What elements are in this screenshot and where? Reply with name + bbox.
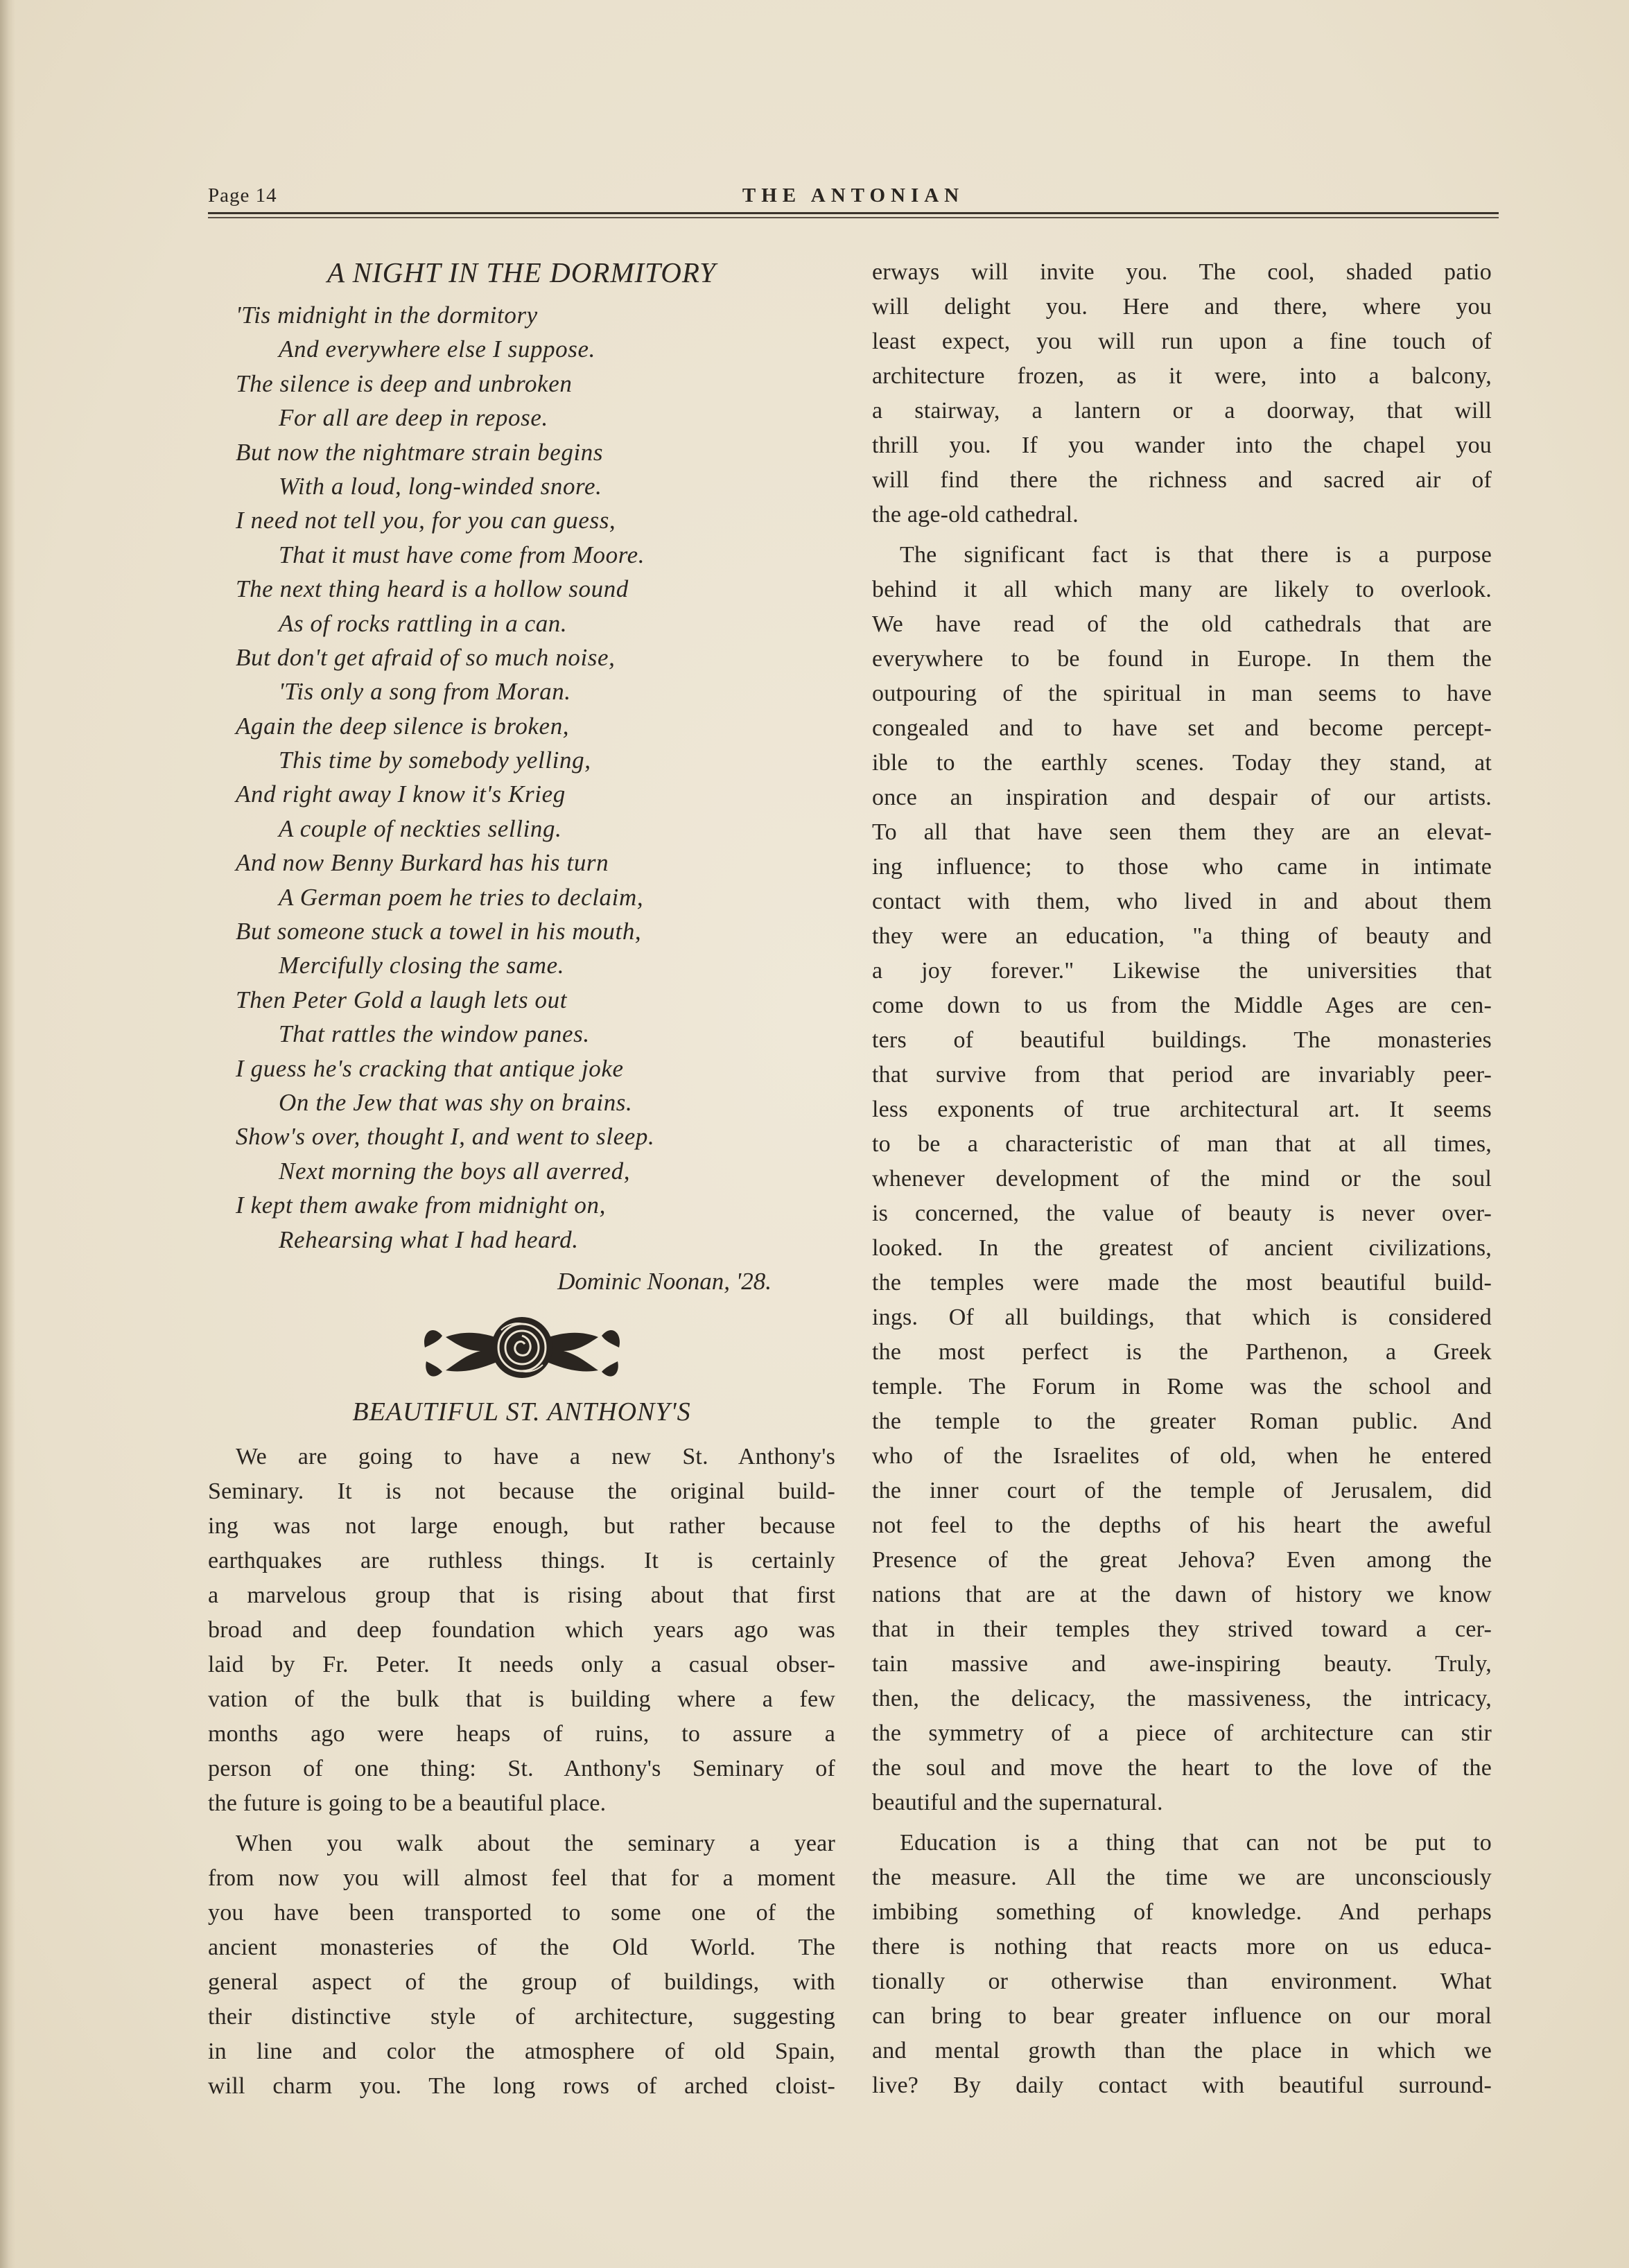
text-line: a stairway, a lantern or a doorway, that will xyxy=(872,398,1492,424)
text-line: whenever development of the mind or the soul xyxy=(872,1166,1492,1192)
essay-right-text xyxy=(872,255,1492,2103)
text-line: will find there the richness and sacred air of xyxy=(872,467,1492,493)
essay-paragraph xyxy=(208,1440,835,1821)
text-line: that survive from that period are invariably peer- xyxy=(872,1062,1492,1088)
paragraph-gap xyxy=(872,1820,1492,1826)
text-line: imbibing something of knowledge. And perhaps xyxy=(872,1899,1492,1925)
text-line: then, the delicacy, the massiveness, the intricacy, xyxy=(872,1686,1492,1711)
poem-line: I need not tell you, for you can guess, xyxy=(236,507,616,534)
text-line: the age-old cathedral. xyxy=(872,502,1079,527)
text-line: that in their temples they strived toward a cer- xyxy=(872,1616,1492,1642)
text-line: the future is going to be a beautiful place. xyxy=(208,1790,607,1816)
page-header xyxy=(208,184,1499,215)
poem-title: A NIGHT IN THE DORMITORY xyxy=(327,256,716,288)
poem-line: As of rocks rattling in a can. xyxy=(279,609,568,637)
text-line: can bring to bear greater influence on our moral xyxy=(872,2003,1492,2029)
text-line: ancient monasteries of the Old World. The xyxy=(208,1934,835,1960)
text-line: outpouring of the spiritual in man seems to have xyxy=(872,681,1492,706)
header-rule-bottom xyxy=(208,217,1499,218)
text-line: Education is a thing that can not be put to xyxy=(900,1830,1492,1856)
text-line: will charm you. The long rows of arched cloist- xyxy=(208,2073,835,2099)
text-line: looked. In the greatest of ancient civilizations, xyxy=(872,1235,1492,1261)
text-line: less exponents of true architectural art. It seems xyxy=(872,1097,1492,1122)
poem-line: The next thing heard is a hollow sound xyxy=(236,575,629,603)
text-line: person of one thing: St. Anthony's Seminary of xyxy=(208,1755,835,1781)
header-rule-top xyxy=(208,212,1499,214)
poem-line: Mercifully closing the same. xyxy=(279,952,565,979)
text-line: is concerned, the value of beauty is never over- xyxy=(872,1201,1492,1226)
text-line: Presence of the great Jehova? Even among the xyxy=(872,1547,1492,1573)
text-line: temple. The Forum in Rome was the school and xyxy=(872,1374,1492,1399)
text-line: Seminary. It is not because the original build- xyxy=(208,1478,835,1504)
text-line: a marvelous group that is rising about that first xyxy=(208,1582,835,1608)
poem-line: That rattles the window panes. xyxy=(279,1020,590,1048)
rose-ornament-icon xyxy=(208,1309,835,1386)
text-line: beautiful and the supernatural. xyxy=(872,1790,1163,1815)
paragraph-gap xyxy=(872,532,1492,538)
text-line: architecture frozen, as it were, into a balcony, xyxy=(872,363,1492,389)
text-line: tionally or otherwise than environment. What xyxy=(872,1969,1492,1994)
poem-line: Next morning the boys all averred, xyxy=(279,1157,631,1185)
text-line: from now you will almost feel that for a moment xyxy=(208,1865,835,1891)
text-line: ing was not large enough, but rather because xyxy=(208,1512,835,1539)
page-binding-edge xyxy=(0,0,15,2268)
poem-line: But now the nightmare strain begins xyxy=(236,438,604,466)
text-line: laid by Fr. Peter. It needs only a casual obser- xyxy=(208,1651,835,1677)
poem-line: But someone stuck a towel in his mouth, xyxy=(236,918,642,945)
text-line: you have been transported to some one of the xyxy=(208,1899,835,1926)
text-line: broad and deep foundation which years ago was xyxy=(208,1616,835,1643)
text-line: months ago were heaps of ruins, to assure a xyxy=(208,1720,835,1747)
text-line: When you walk about the seminary a year xyxy=(236,1830,835,1856)
poem-line: But don't get afraid of so much noise, xyxy=(236,643,616,671)
text-line: nations that are at the dawn of history we know xyxy=(872,1582,1492,1607)
text-line: the most perfect is the Parthenon, a Greek xyxy=(872,1339,1492,1365)
text-line: congealed and to have set and become percept- xyxy=(872,715,1492,741)
essay-paragraph xyxy=(872,255,1492,532)
text-line: will delight you. Here and there, where you xyxy=(872,294,1492,320)
paragraph-gap xyxy=(208,1821,835,1826)
poem-line: 'Tis only a song from Moran. xyxy=(279,678,571,706)
text-line: there is nothing that reacts more on us educa- xyxy=(872,1934,1492,1960)
text-line: everywhere to be found in Europe. In them the xyxy=(872,646,1492,672)
poem-line: And now Benny Burkard has his turn xyxy=(236,849,609,877)
text-line: the symmetry of a piece of architecture can stir xyxy=(872,1720,1492,1746)
text-line: tain massive and awe-inspiring beauty. Truly, xyxy=(872,1651,1492,1677)
poem-line: 'Tis midnight in the dormitory xyxy=(236,302,538,329)
poem-line: I kept them awake from midnight on, xyxy=(236,1192,606,1219)
poem-line: I guess he's cracking that antique joke xyxy=(236,1054,624,1082)
poem-line: And right away I know it's Krieg xyxy=(236,780,566,808)
text-line: the temple to the greater Roman public. And xyxy=(872,1408,1492,1434)
poem-line: With a loud, long-winded snore. xyxy=(279,472,602,500)
text-line: a joy forever." Likewise the universities that xyxy=(872,958,1492,984)
text-line: they were an education, "a thing of beauty and xyxy=(872,923,1492,949)
text-line: To all that have seen them they are an elevat- xyxy=(872,819,1492,845)
essay-left-text xyxy=(208,1440,835,2104)
text-line: their distinctive style of architecture, suggesting xyxy=(208,2003,835,2030)
text-line: not feel to the depths of his heart the aweful xyxy=(872,1512,1492,1538)
poem-line: For all are deep in repose. xyxy=(279,404,548,432)
poem-line: And everywhere else I suppose. xyxy=(279,335,595,363)
poem-line: A couple of neckties selling. xyxy=(279,814,562,842)
poem-line: A German poem he tries to declaim, xyxy=(279,883,644,911)
text-line: in line and color the atmosphere of old Spain, xyxy=(208,2038,835,2064)
publication-title: THE ANTONIAN xyxy=(742,184,965,207)
text-line: least expect, you will run upon a fine touch of xyxy=(872,329,1492,354)
text-line: ible to the earthly scenes. Today they stand, at xyxy=(872,750,1492,776)
text-line: earthquakes are ruthless things. It is certainly xyxy=(208,1547,835,1573)
left-column xyxy=(208,255,835,2104)
text-line: the temples were made the most beautiful build- xyxy=(872,1270,1492,1296)
text-line: behind it all which many are likely to overlook. xyxy=(872,577,1492,602)
text-line: ters of beautiful buildings. The monasteries xyxy=(872,1027,1492,1053)
poem-line: Then Peter Gold a laugh lets out xyxy=(236,986,568,1013)
essay-title: BEAUTIFUL ST. ANTHONY'S xyxy=(352,1397,691,1427)
text-line: ing influence; to those who came in intimate xyxy=(872,854,1492,880)
text-line: come down to us from the Middle Ages are cen- xyxy=(872,993,1492,1018)
text-line: and mental growth than the place in which we xyxy=(872,2038,1492,2064)
page-number: Page 14 xyxy=(208,184,277,207)
text-line: contact with them, who lived in and about them xyxy=(872,889,1492,914)
poem-line: The silence is deep and unbroken xyxy=(236,369,573,397)
text-line: the inner court of the temple of Jerusalem, did xyxy=(872,1478,1492,1503)
text-line: to be a characteristic of man that at all times, xyxy=(872,1131,1492,1157)
poem-author: Dominic Noonan, '28. xyxy=(557,1267,772,1295)
right-column xyxy=(872,255,1492,2103)
text-line: erways will invite you. The cool, shaded patio xyxy=(872,259,1492,285)
poem-body xyxy=(236,298,835,1257)
text-line: the measure. All the time we are unconsciously xyxy=(872,1865,1492,1890)
poem-line: Show's over, thought I, and went to sleep. xyxy=(236,1123,655,1151)
poem-line: Rehearsing what I had heard. xyxy=(279,1225,579,1253)
text-line: ings. Of all buildings, that which is considered xyxy=(872,1305,1492,1330)
text-line: We are going to have a new St. Anthony's xyxy=(236,1443,835,1469)
essay-paragraph xyxy=(872,1826,1492,2103)
essay-paragraph xyxy=(872,538,1492,1820)
poem-line: Again the deep silence is broken, xyxy=(236,712,570,740)
essay-paragraph xyxy=(208,1826,835,2104)
poem-line: On the Jew that was shy on brains. xyxy=(279,1088,633,1116)
poem-line: That it must have come from Moore. xyxy=(279,541,645,568)
text-line: vation of the bulk that is building where a few xyxy=(208,1686,835,1712)
text-line: The significant fact is that there is a purpose xyxy=(900,542,1492,568)
text-line: thrill you. If you wander into the chapel you xyxy=(872,433,1492,458)
text-line: the soul and move the heart to the love of the xyxy=(872,1755,1492,1781)
poem-line: This time by somebody yelling, xyxy=(279,747,591,774)
text-line: general aspect of the group of buildings, with xyxy=(208,1969,835,1995)
text-line: once an inspiration and despair of our artists. xyxy=(872,785,1492,810)
text-line: who of the Israelites of old, when he entered xyxy=(872,1443,1492,1469)
text-line: live? By daily contact with beautiful surround- xyxy=(872,2073,1492,2098)
text-line: We have read of the old cathedrals that are xyxy=(872,611,1492,637)
